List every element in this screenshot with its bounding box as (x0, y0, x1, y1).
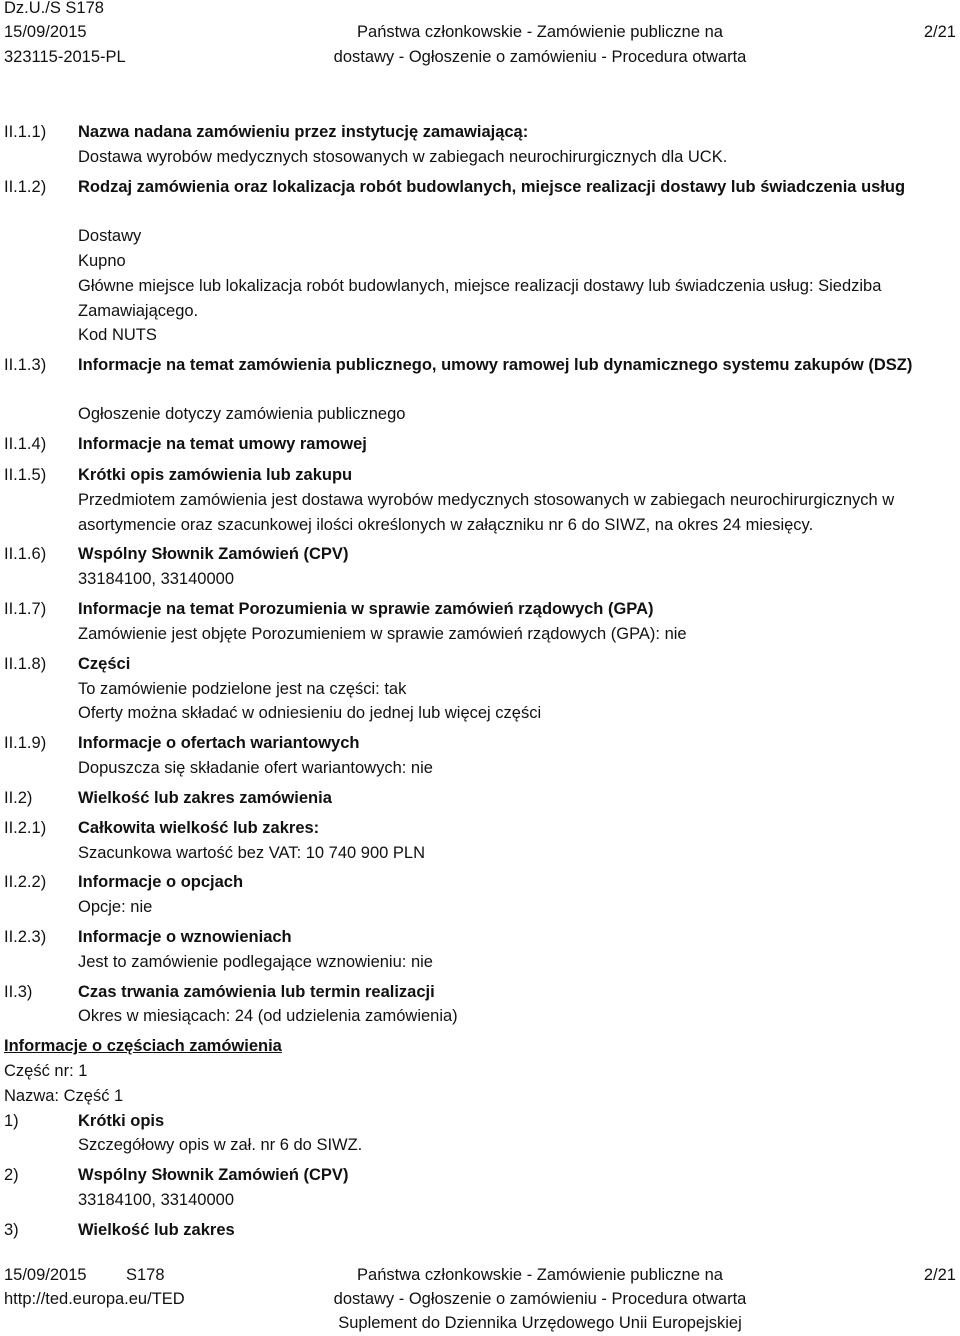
section-heading: Czas trwania zamówienia lub termin realizacji (78, 983, 435, 1001)
part-item-heading: Wspólny Słownik Zamówień (CPV) (78, 1166, 349, 1184)
part-item-text: Szczegółowy opis w zał. nr 6 do SIWZ. (78, 1136, 363, 1154)
section-number: II.2) (4, 789, 33, 807)
section-text: Kupno (78, 252, 126, 270)
section-text: 33184100, 33140000 (78, 570, 234, 588)
part-item-number: 3) (4, 1221, 19, 1239)
part-number: Część nr: 1 (4, 1062, 88, 1080)
section-heading: Rodzaj zamówienia oraz lokalizacja robót budowlanych, miejsce realizacji dostawy lub świadczenia usług (78, 178, 906, 196)
header-title-line2: dostawy - Ogłoszenie o zamówieniu - Procedura otwarta (333, 48, 747, 66)
section-text: Główne miejsce lub lokalizacja robót budowlanych, miejsce realizacji dostawy lub świadczenia usług: Siedziba Zamawiającego. (78, 277, 882, 320)
section-text: Dopuszcza się składanie ofert wariantowych: nie (78, 759, 433, 777)
footer-journal: S178 (126, 1266, 165, 1284)
header-title-line1: Państwa członkowskie - Zamówienie publiczne na (357, 23, 723, 41)
part-item-number: 2) (4, 1166, 19, 1184)
notice-reference: 323115-2015-PL (4, 48, 126, 66)
footer-title-line2: dostawy - Ogłoszenie o zamówieniu - Procedura otwarta (333, 1290, 747, 1308)
section-number: II.2.1) (4, 819, 47, 837)
footer-title-line3: Suplement do Dziennika Urzędowego Unii Europejskiej (338, 1314, 742, 1332)
section-number: II.2.3) (4, 928, 47, 946)
section-heading: Informacje na temat zamówienia publicznego, umowy ramowej lub dynamicznego systemu zakupów (DSZ) (78, 356, 913, 374)
section-heading: Informacje na temat Porozumienia w sprawie zamówień rządowych (GPA) (78, 600, 654, 618)
parts-heading: Informacje o częściach zamówienia (4, 1037, 282, 1055)
section-number: II.1.1) (4, 123, 47, 141)
part-item-heading: Wielkość lub zakres (78, 1221, 235, 1239)
part-item-number: 1) (4, 1112, 19, 1130)
section-text: Szacunkowa wartość bez VAT: 10 740 900 PLN (78, 844, 425, 862)
footer-url[interactable]: http://ted.europa.eu/TED (4, 1290, 185, 1308)
section-text: Dostawy (78, 227, 142, 245)
publication-date: 15/09/2015 (4, 23, 87, 41)
part-item-heading: Krótki opis (78, 1112, 165, 1130)
section-heading: Informacje o wznowieniach (78, 928, 292, 946)
section-heading: Nazwa nadana zamówieniu przez instytucję zamawiającą: (78, 123, 529, 141)
journal-id: Dz.U./S S178 (4, 0, 104, 17)
footer-date: 15/09/2015 (4, 1266, 87, 1284)
section-text: Zamówienie jest objęte Porozumieniem w sprawie zamówień rządowych (GPA): nie (78, 625, 687, 643)
section-heading: Wspólny Słownik Zamówień (CPV) (78, 545, 349, 563)
section-number: II.1.2) (4, 178, 47, 196)
footer-page-number: 2/21 (923, 1266, 956, 1284)
section-number: II.1.4) (4, 435, 47, 453)
section-number: II.1.6) (4, 545, 47, 563)
section-text: Przedmiotem zamówienia jest dostawa wyrobów medycznych stosowanych w zabiegach neurochirurgicznych w asortymencie oraz szacunkowej ilości określonych w załączniku nr 6 do SIWZ, na okres 24 miesięcy. (78, 491, 895, 534)
section-text: Kod NUTS (78, 326, 157, 344)
footer-title-line1: Państwa członkowskie - Zamówienie publiczne na (357, 1266, 723, 1284)
section-text: Dostawa wyrobów medycznych stosowanych w zabiegach neurochirurgicznych dla UCK. (78, 148, 728, 166)
section-heading: Całkowita wielkość lub zakres: (78, 819, 320, 837)
section-text: Ogłoszenie dotyczy zamówienia publicznego (78, 405, 406, 423)
section-heading: Krótki opis zamówienia lub zakupu (78, 466, 353, 484)
section-heading: Informacje na temat umowy ramowej (78, 435, 367, 453)
section-text: To zamówienie podzielone jest na części: tak (78, 680, 407, 698)
part-item-text: 33184100, 33140000 (78, 1191, 234, 1209)
section-heading: Informacje o opcjach (78, 873, 244, 891)
section-number: II.1.3) (4, 356, 47, 374)
section-number: II.2.2) (4, 873, 47, 891)
section-number: II.1.5) (4, 466, 47, 484)
section-text: Okres w miesiącach: 24 (od udzielenia zamówienia) (78, 1007, 458, 1025)
section-number: II.1.8) (4, 655, 47, 673)
header-page-number: 2/21 (923, 23, 956, 41)
section-text: Opcje: nie (78, 898, 153, 916)
section-text: Oferty można składać w odniesieniu do jednej lub więcej części (78, 704, 542, 722)
section-text: Jest to zamówienie podlegające wznowieniu: nie (78, 953, 433, 971)
section-heading: Części (78, 655, 131, 673)
section-heading: Informacje o ofertach wariantowych (78, 734, 360, 752)
section-number: II.3) (4, 983, 33, 1001)
section-number: II.1.9) (4, 734, 47, 752)
part-name: Nazwa: Część 1 (4, 1087, 124, 1105)
section-number: II.1.7) (4, 600, 47, 618)
section-heading: Wielkość lub zakres zamówienia (78, 789, 332, 807)
